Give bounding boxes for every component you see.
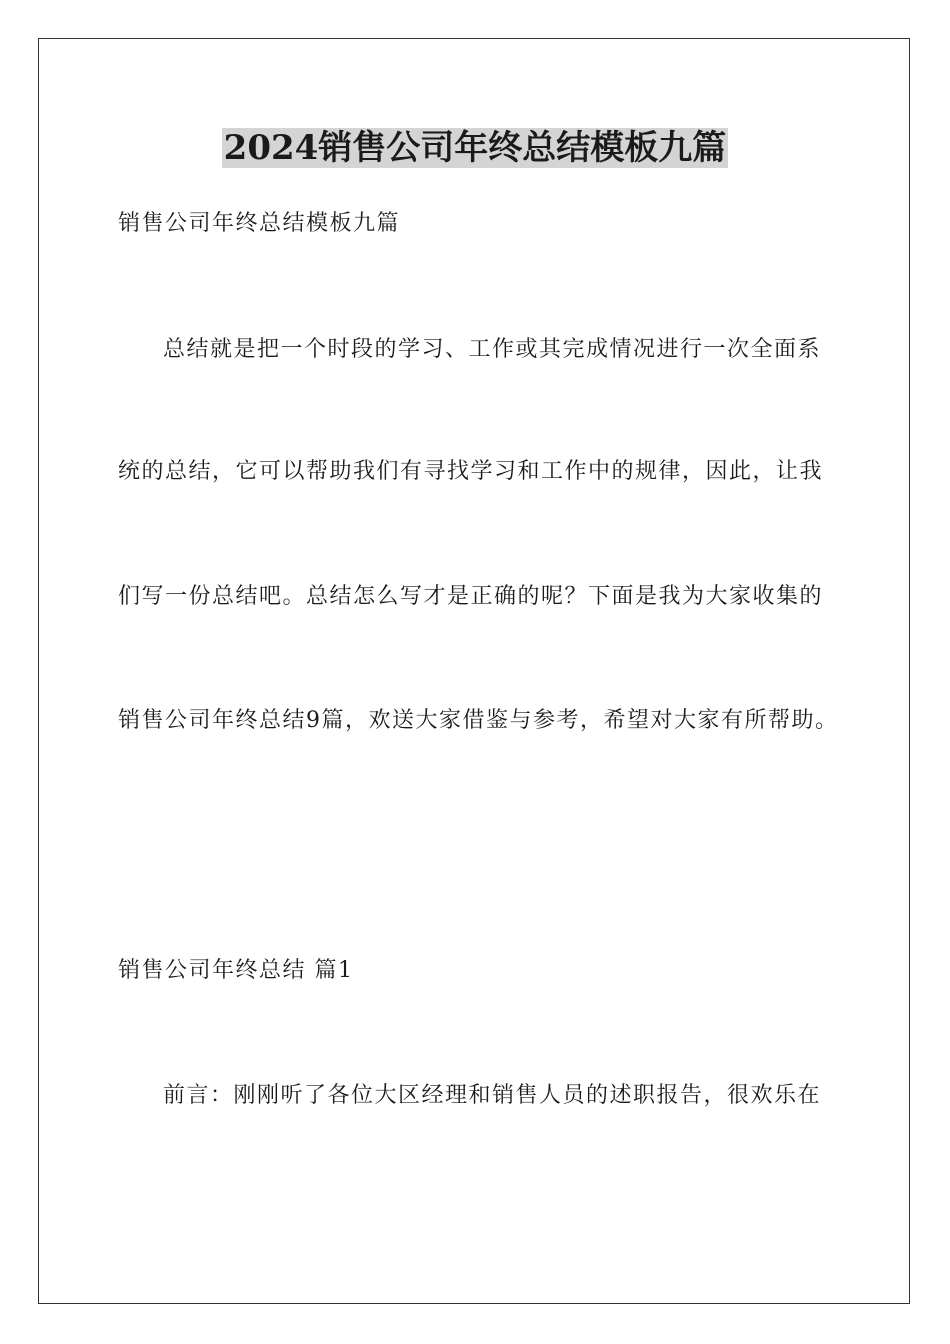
section-heading: 销售公司年终总结 篇1	[118, 958, 354, 983]
document-title	[0, 126, 950, 170]
intro-line-2: 统的总结，它可以帮助我们有寻找学习和工作中的规律，因此，让我	[118, 459, 824, 484]
intro-line-3: 们写一份总结吧。总结怎么写才是正确的呢？下面是我为大家收集的	[118, 584, 824, 609]
section-first-line: 前言：刚刚听了各位大区经理和销售人员的述职报告，很欢乐在	[163, 1083, 822, 1108]
document-title-text: 2024销售公司年终总结模板九篇	[223, 128, 727, 168]
intro-line-4: 销售公司年终总结9篇，欢送大家借鉴与参考，希望对大家有所帮助。	[118, 708, 839, 733]
intro-line-1: 总结就是把一个时段的学习、工作或其完成情况进行一次全面系	[163, 337, 822, 362]
document-subtitle: 销售公司年终总结模板九篇	[118, 211, 401, 236]
